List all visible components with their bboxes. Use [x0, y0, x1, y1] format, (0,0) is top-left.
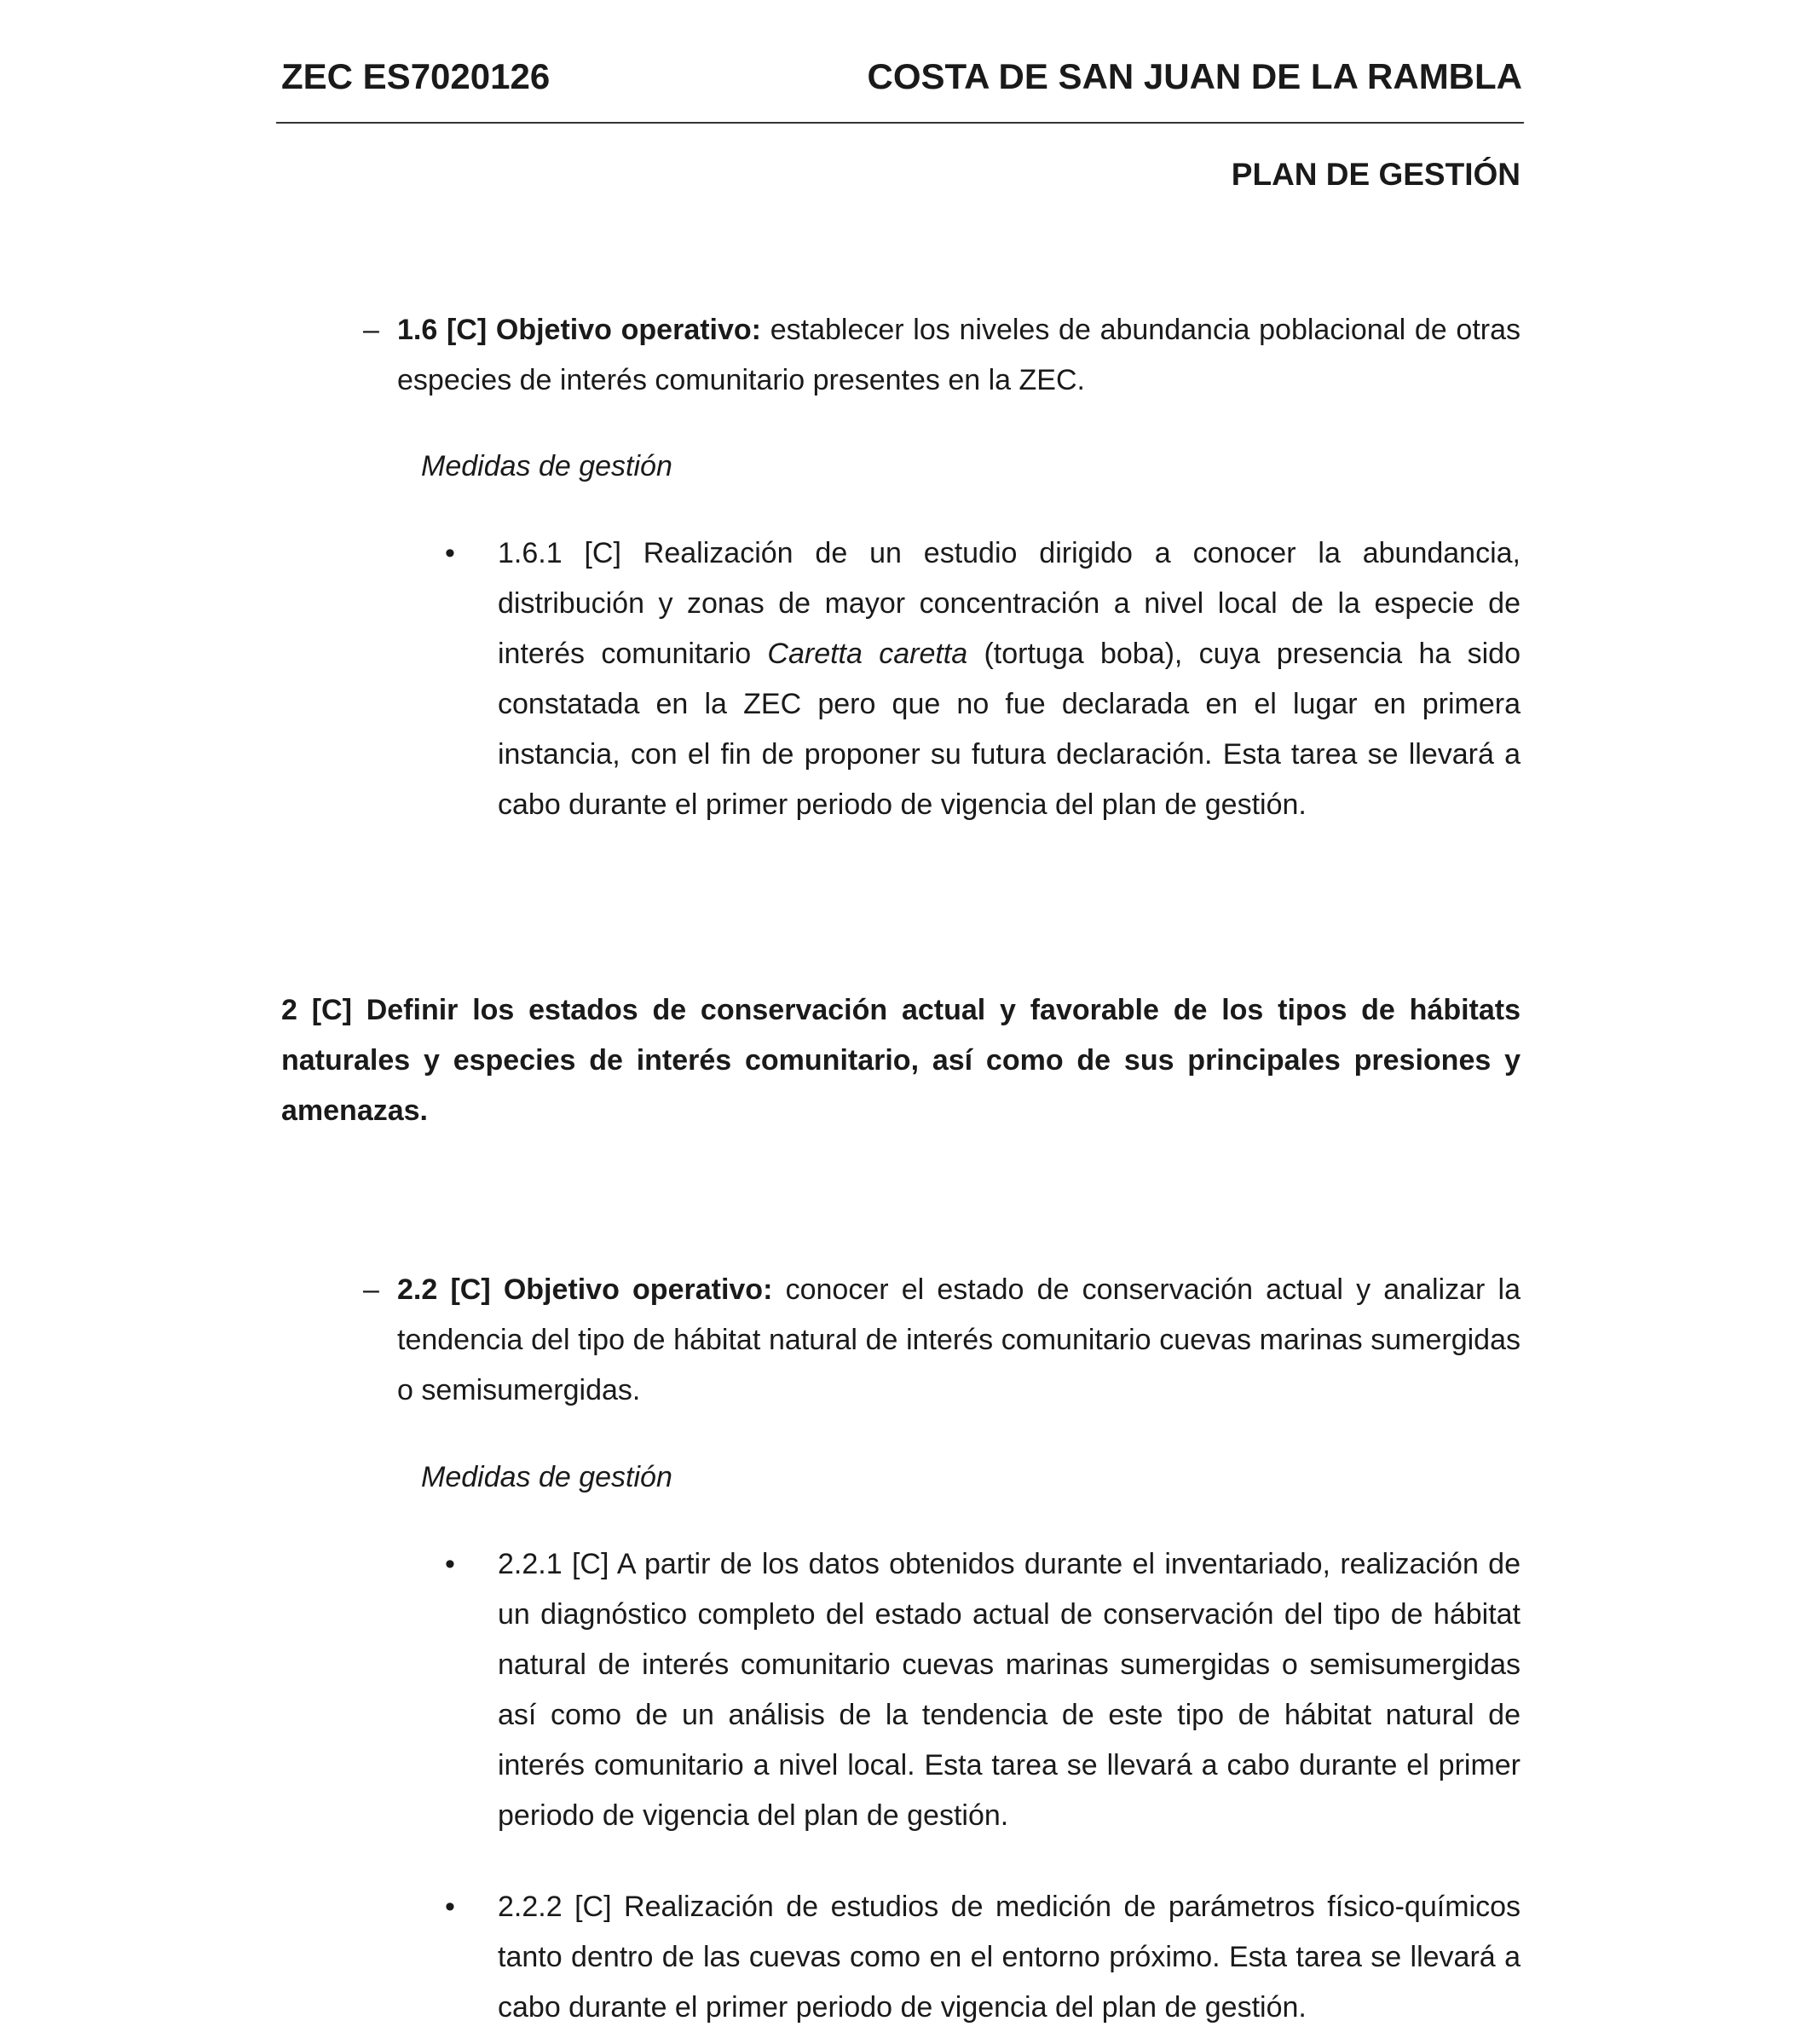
objective-text: establecer los niveles de abundancia poblacional de otras especies de interés comunitario presentes en la ZEC. [397, 314, 1521, 396]
objective-label: 2.2 [C] Objetivo operativo: [397, 1273, 773, 1306]
measure-2-2-1: 2.2.1 [C] A partir de los datos obtenidos durante el inventariado, realización de un diagnóstico completo del estado actual de conservación del tipo de hábitat natural de interés comunitario cuevas marinas sumergidas o semisumergidas así como de un análisis de la tendencia de este tipo de hábitat natural de interés comunitario a nivel local. Esta tarea se llevará a cabo durante el primer periodo de vigencia del plan de gestión. [498, 1548, 1521, 1832]
measure-text: 1.6.1 [C] Realización de un estudio dirigido a conocer la abundancia, distribución y zonas de mayor concentración a nivel local de la especie de interés comunitario [498, 537, 1521, 670]
species-name: Caretta caretta [767, 638, 968, 670]
bullet-marker: • [445, 1548, 455, 1580]
site-name: COSTA DE SAN JUAN DE LA RAMBLA [867, 56, 1522, 96]
dash-marker: – [363, 314, 379, 346]
medidas-heading: Medidas de gestión [421, 450, 672, 482]
bullet-marker: • [445, 537, 455, 569]
objective-text: conocer el estado de conservación actual y analizar la tendencia del tipo de hábitat natural de interés comunitario cuevas marinas sumergidas o semisumergidas. [397, 1273, 1521, 1406]
medidas-heading: Medidas de gestión [421, 1461, 672, 1493]
bullet-marker: • [445, 1891, 455, 1923]
objective-label: 1.6 [C] Objetivo operativo: [397, 314, 761, 346]
site-code: ZEC ES7020126 [281, 56, 551, 96]
measure-text: (tortuga boba), cuya presencia ha sido constatada en la ZEC pero que no fue declarada en el lugar en primera instancia, con el fin de proponer su futura declaración. Esta tarea se llevará a cabo durante el primer periodo de vigencia del plan de gestión. [498, 638, 1521, 821]
header-divider [276, 122, 1524, 124]
goal-2: 2 [C] Definir los estados de conservación actual y favorable de los tipos de hábitats naturales y especies de interés comunitario, así como de sus principales presiones y amenazas. [281, 994, 1521, 1127]
document-subtitle: PLAN DE GESTIÓN [1231, 157, 1521, 192]
dash-marker: – [363, 1273, 379, 1306]
measure-2-2-2: 2.2.2 [C] Realización de estudios de medición de parámetros físico-químicos tanto dentro de las cuevas como en el entorno próximo. Esta tarea se llevará a cabo durante el primer periodo de vigencia del plan de gestión. [498, 1891, 1521, 2024]
objective-2-2 [397, 1265, 1521, 1416]
objective-1-6 [397, 305, 1521, 406]
page-header [278, 56, 1522, 107]
measure-1-6-1 [498, 528, 1521, 830]
